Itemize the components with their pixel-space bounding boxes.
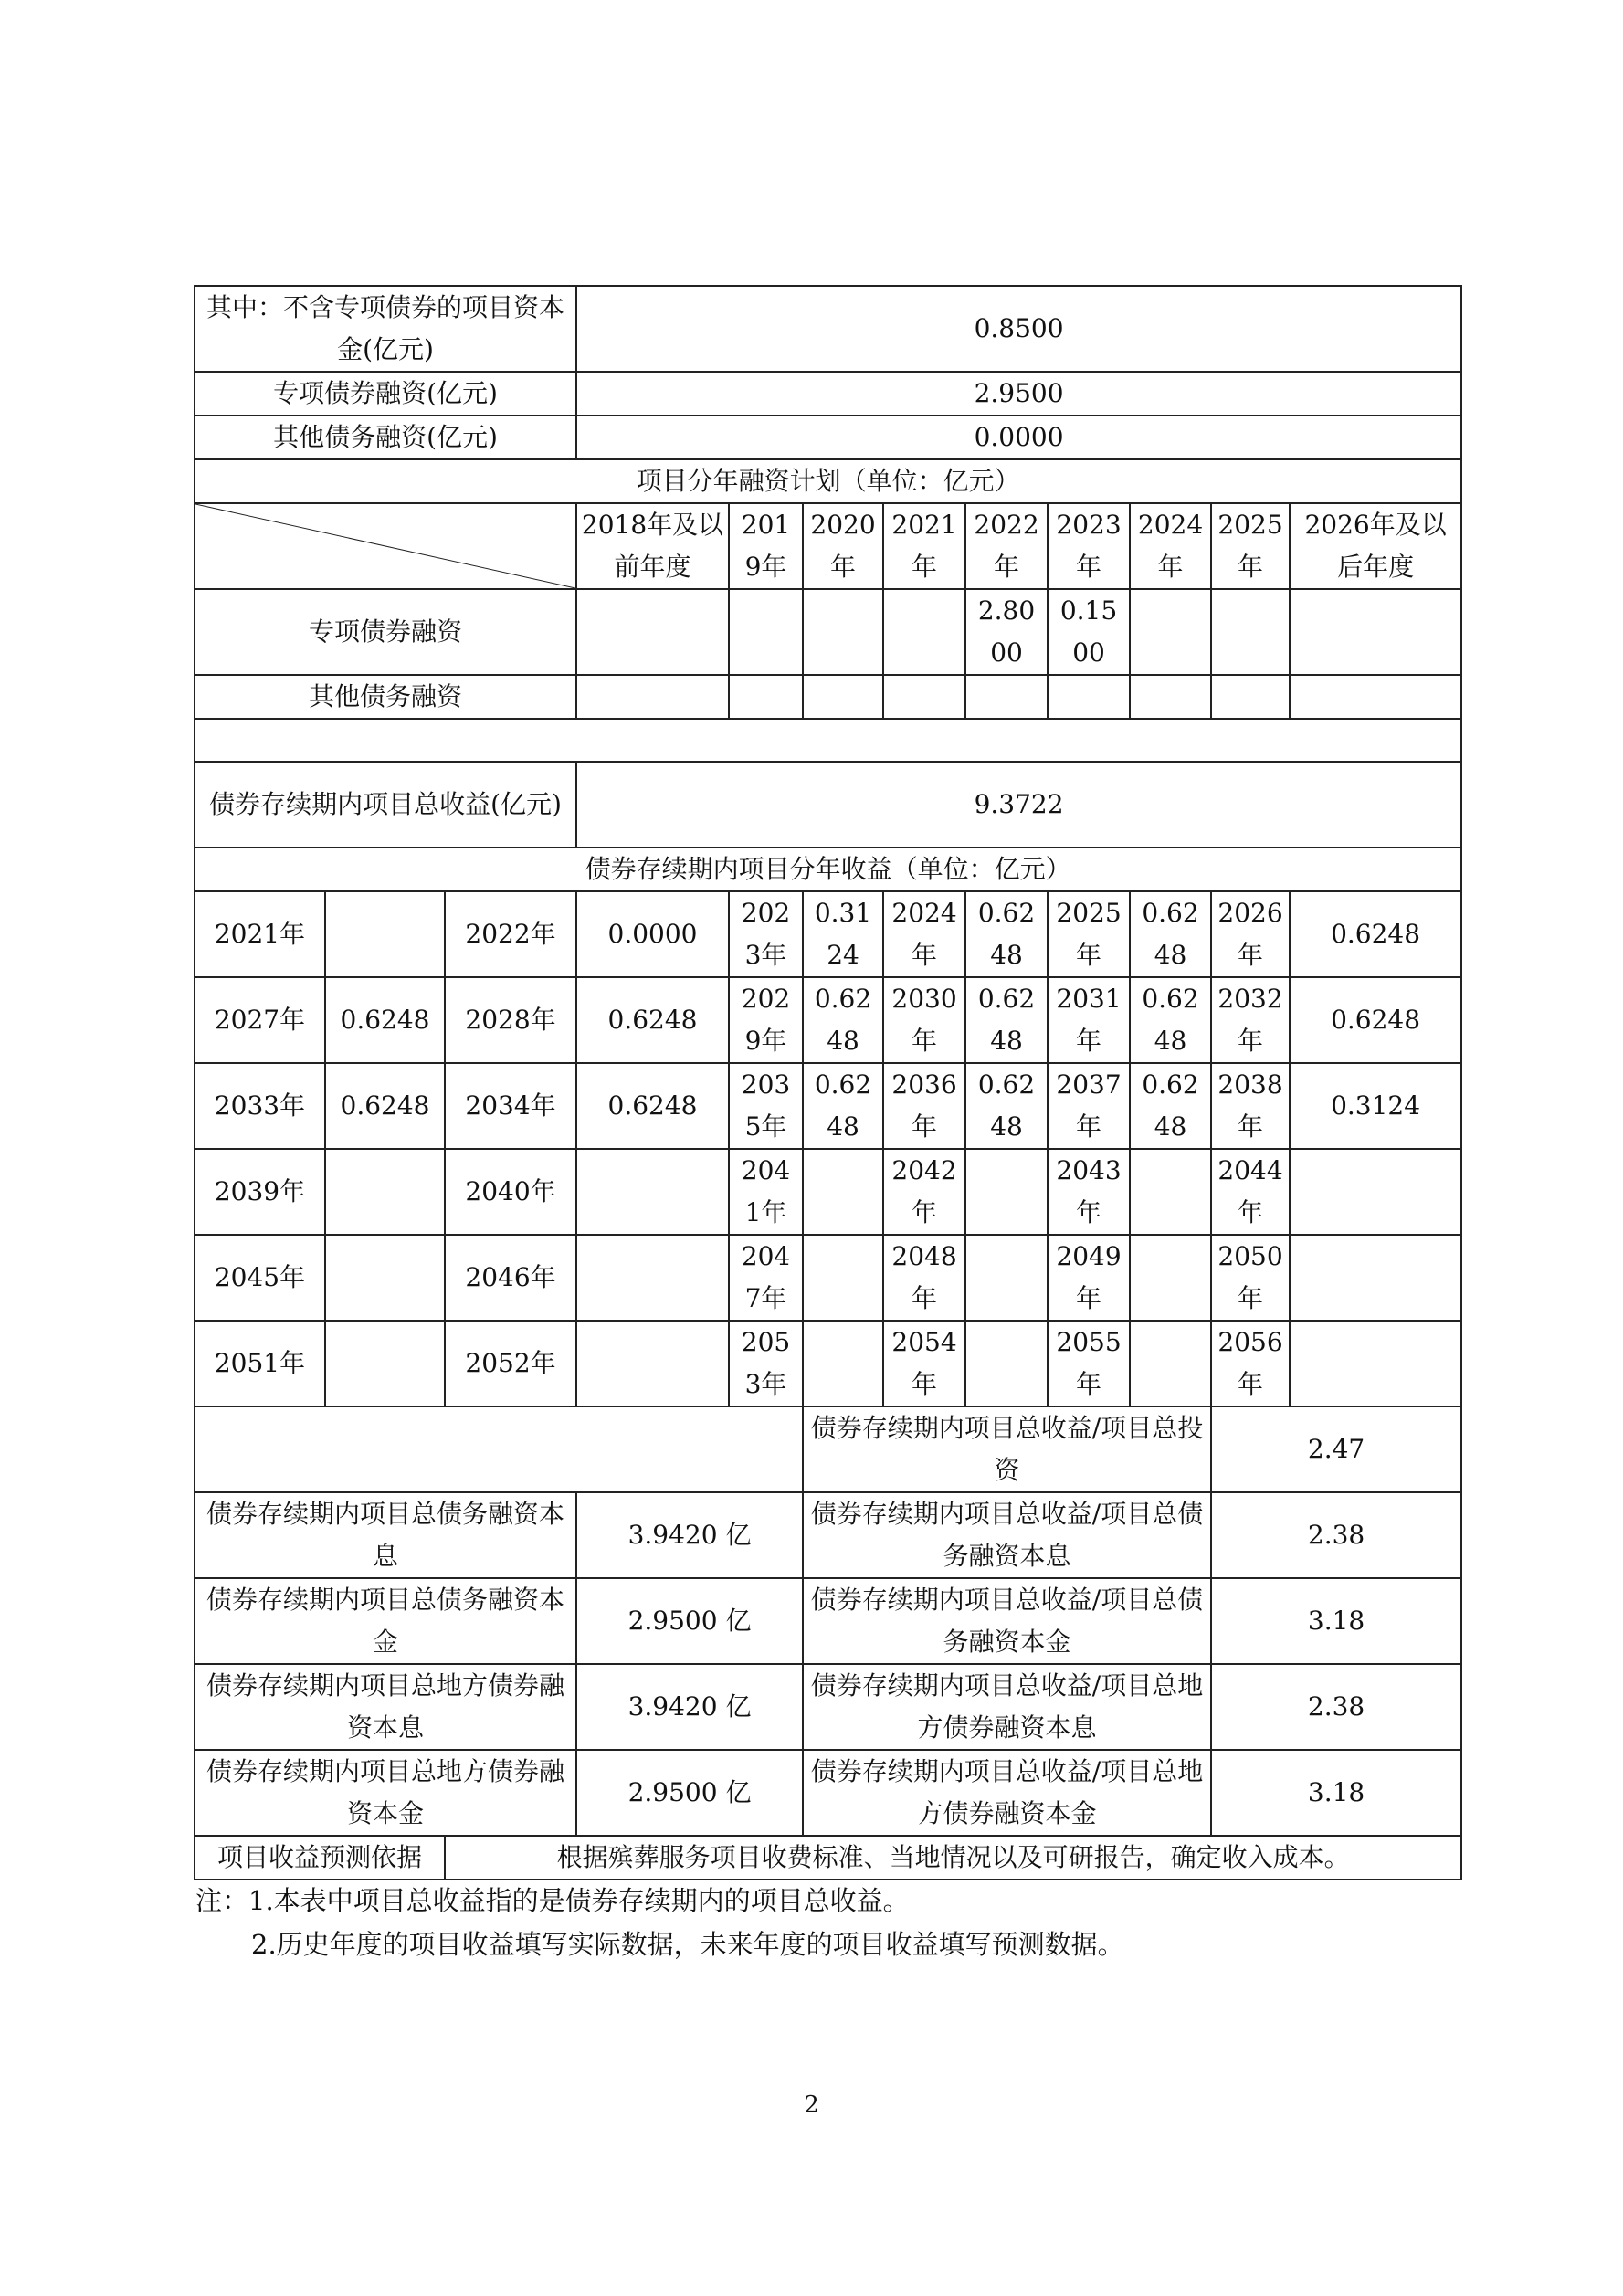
yearly-income-row bbox=[195, 891, 1461, 977]
income-year: 2041年 bbox=[729, 1149, 803, 1235]
income-year: 2048年 bbox=[883, 1235, 965, 1321]
income-value bbox=[576, 1149, 729, 1235]
diagonal-header-cell bbox=[195, 503, 576, 589]
debt-label: 债券存续期内项目总地方债券融资本金 bbox=[195, 1750, 576, 1836]
ratio-label: 债券存续期内项目总收益/项目总债务融资本金 bbox=[803, 1578, 1211, 1664]
income-year: 2030年 bbox=[883, 977, 965, 1063]
income-year: 2037年 bbox=[1048, 1063, 1130, 1149]
income-year: 2024年 bbox=[883, 891, 965, 977]
ratio-label: 债券存续期内项目总收益/项目总债务融资本息 bbox=[803, 1492, 1211, 1578]
ratio-value: 2.38 bbox=[1211, 1492, 1461, 1578]
ratio-label: 债券存续期内项目总收益/项目总地方债券融资本息 bbox=[803, 1664, 1211, 1750]
ratio-row bbox=[195, 1406, 1461, 1492]
plan-other-value bbox=[965, 675, 1048, 719]
debt-value: 2.9500 亿 bbox=[576, 1750, 803, 1836]
plan-special-value: 0.1500 bbox=[1048, 589, 1130, 675]
plan-other-debt-row bbox=[195, 675, 1461, 719]
plan-other-value bbox=[883, 675, 965, 719]
income-year: 2036年 bbox=[883, 1063, 965, 1149]
income-value bbox=[803, 1321, 883, 1406]
income-year: 2034年 bbox=[445, 1063, 576, 1149]
income-value bbox=[1290, 1235, 1461, 1321]
yearly-income-row bbox=[195, 977, 1461, 1063]
income-value: 0.6248 bbox=[803, 977, 883, 1063]
capital-value: 0.8500 bbox=[576, 286, 1461, 372]
plan-other-value bbox=[1211, 675, 1290, 719]
income-year: 2029年 bbox=[729, 977, 803, 1063]
debt-label: 债券存续期内项目总地方债券融资本息 bbox=[195, 1664, 576, 1750]
income-value bbox=[325, 1235, 445, 1321]
income-year: 2049年 bbox=[1048, 1235, 1130, 1321]
debt-label: 债券存续期内项目总债务融资本金 bbox=[195, 1578, 576, 1664]
income-value bbox=[965, 1149, 1048, 1235]
other-debt-label: 其他债务融资(亿元) bbox=[195, 416, 576, 459]
ratio-value: 3.18 bbox=[1211, 1578, 1461, 1664]
income-year: 2043年 bbox=[1048, 1149, 1130, 1235]
income-year: 2032年 bbox=[1211, 977, 1290, 1063]
note-line-2: 2.历史年度的项目收益填写实际数据，未来年度的项目收益填写预测数据。 bbox=[251, 1929, 1124, 1960]
income-year: 2038年 bbox=[1211, 1063, 1290, 1149]
income-year: 2056年 bbox=[1211, 1321, 1290, 1406]
capital-row bbox=[195, 286, 1461, 372]
income-year: 2042年 bbox=[883, 1149, 965, 1235]
ratio-row bbox=[195, 1664, 1461, 1750]
income-value bbox=[1290, 1149, 1461, 1235]
ratio-label: 债券存续期内项目总收益/项目总地方债券融资本金 bbox=[803, 1750, 1211, 1836]
income-year: 2045年 bbox=[195, 1235, 325, 1321]
income-year: 2055年 bbox=[1048, 1321, 1130, 1406]
plan-special-value bbox=[1211, 589, 1290, 675]
income-year: 2046年 bbox=[445, 1235, 576, 1321]
financing-plan-title: 项目分年融资计划（单位：亿元） bbox=[195, 459, 1461, 503]
income-year: 2026年 bbox=[1211, 891, 1290, 977]
plan-other-value bbox=[576, 675, 729, 719]
basis-label: 项目收益预测依据 bbox=[195, 1836, 445, 1880]
plan-other-value bbox=[1048, 675, 1130, 719]
income-value bbox=[1130, 1149, 1211, 1235]
income-year: 2025年 bbox=[1048, 891, 1130, 977]
plan-special-value bbox=[729, 589, 803, 675]
capital-label: 其中：不含专项债券的项目资本金(亿元) bbox=[195, 286, 576, 372]
plan-other-value bbox=[1130, 675, 1211, 719]
yearly-income-row bbox=[195, 1149, 1461, 1235]
plan-special-value bbox=[1130, 589, 1211, 675]
basis-value: 根据殡葬服务项目收费标准、当地情况以及可研报告，确定收入成本。 bbox=[445, 1836, 1461, 1880]
other-debt-value: 0.0000 bbox=[576, 416, 1461, 459]
plan-special-value bbox=[883, 589, 965, 675]
ratio-value: 2.47 bbox=[1211, 1406, 1461, 1492]
ratio-label: 债券存续期内项目总收益/项目总投资 bbox=[803, 1406, 1211, 1492]
income-year: 2023年 bbox=[729, 891, 803, 977]
income-year: 2040年 bbox=[445, 1149, 576, 1235]
project-income-table bbox=[194, 285, 1462, 1880]
yearly-income-row bbox=[195, 1063, 1461, 1149]
empty-cell bbox=[195, 1406, 803, 1492]
income-value bbox=[325, 1321, 445, 1406]
income-year: 2044年 bbox=[1211, 1149, 1290, 1235]
income-value: 0.6248 bbox=[1130, 977, 1211, 1063]
income-year: 2054年 bbox=[883, 1321, 965, 1406]
plan-special-bond-label: 专项债券融资 bbox=[195, 589, 576, 675]
plan-special-value bbox=[576, 589, 729, 675]
total-income-row bbox=[195, 762, 1461, 848]
other-debt-row bbox=[195, 416, 1461, 459]
debt-value: 3.9420 亿 bbox=[576, 1664, 803, 1750]
income-value: 0.6248 bbox=[965, 1063, 1048, 1149]
plan-other-value bbox=[1290, 675, 1461, 719]
diagonal-line bbox=[195, 504, 575, 588]
income-value: 0.3124 bbox=[803, 891, 883, 977]
income-year: 2021年 bbox=[195, 891, 325, 977]
financing-plan-title-row bbox=[195, 459, 1461, 503]
income-year: 2039年 bbox=[195, 1149, 325, 1235]
basis-row bbox=[195, 1836, 1461, 1880]
plan-special-value bbox=[1290, 589, 1461, 675]
income-year: 2022年 bbox=[445, 891, 576, 977]
income-value bbox=[576, 1321, 729, 1406]
income-value: 0.6248 bbox=[1290, 891, 1461, 977]
spacer-row bbox=[195, 719, 1461, 762]
plan-year: 2026年及以后年度 bbox=[1290, 503, 1461, 589]
income-year: 2053年 bbox=[729, 1321, 803, 1406]
plan-other-debt-label: 其他债务融资 bbox=[195, 675, 576, 719]
income-year: 2033年 bbox=[195, 1063, 325, 1149]
debt-value: 2.9500 亿 bbox=[576, 1578, 803, 1664]
ratio-row bbox=[195, 1492, 1461, 1578]
income-value bbox=[1130, 1321, 1211, 1406]
plan-special-value: 2.8000 bbox=[965, 589, 1048, 675]
plan-year: 2020年 bbox=[803, 503, 883, 589]
income-value bbox=[965, 1235, 1048, 1321]
special-bond-row bbox=[195, 372, 1461, 416]
ratio-row bbox=[195, 1750, 1461, 1836]
plan-year: 2019年 bbox=[729, 503, 803, 589]
income-value: 0.6248 bbox=[965, 977, 1048, 1063]
debt-value: 3.9420 亿 bbox=[576, 1492, 803, 1578]
income-value: 0.6248 bbox=[1130, 1063, 1211, 1149]
special-bond-value: 2.9500 bbox=[576, 372, 1461, 416]
ratio-value: 3.18 bbox=[1211, 1750, 1461, 1836]
income-value bbox=[803, 1149, 883, 1235]
plan-other-value bbox=[729, 675, 803, 719]
plan-special-bond-row bbox=[195, 589, 1461, 675]
plan-year: 2021年 bbox=[883, 503, 965, 589]
yearly-income-title-row bbox=[195, 848, 1461, 891]
income-value: 0.6248 bbox=[325, 977, 445, 1063]
income-year: 2031年 bbox=[1048, 977, 1130, 1063]
page-number: 2 bbox=[804, 2091, 819, 2119]
income-value bbox=[325, 891, 445, 977]
plan-special-value bbox=[803, 589, 883, 675]
income-value: 0.6248 bbox=[803, 1063, 883, 1149]
income-value: 0.6248 bbox=[576, 1063, 729, 1149]
financing-plan-year-row bbox=[195, 503, 1461, 589]
income-value: 0.6248 bbox=[965, 891, 1048, 977]
total-income-value: 9.3722 bbox=[576, 762, 1461, 848]
income-year: 2027年 bbox=[195, 977, 325, 1063]
income-value: 0.6248 bbox=[1290, 977, 1461, 1063]
yearly-income-row bbox=[195, 1235, 1461, 1321]
income-value bbox=[325, 1149, 445, 1235]
ratio-row bbox=[195, 1578, 1461, 1664]
total-income-label: 债券存续期内项目总收益(亿元) bbox=[195, 762, 576, 848]
plan-year: 2025年 bbox=[1211, 503, 1290, 589]
income-value: 0.6248 bbox=[325, 1063, 445, 1149]
income-value: 0.0000 bbox=[576, 891, 729, 977]
income-year: 2035年 bbox=[729, 1063, 803, 1149]
plan-year: 2022年 bbox=[965, 503, 1048, 589]
income-value bbox=[965, 1321, 1048, 1406]
note-line-1: 注：1.本表中项目总收益指的是债券存续期内的项目总收益。 bbox=[195, 1885, 910, 1916]
income-value: 0.3124 bbox=[1290, 1063, 1461, 1149]
plan-other-value bbox=[803, 675, 883, 719]
plan-year: 2024年 bbox=[1130, 503, 1211, 589]
plan-year: 2023年 bbox=[1048, 503, 1130, 589]
income-year: 2051年 bbox=[195, 1321, 325, 1406]
income-value bbox=[1290, 1321, 1461, 1406]
income-year: 2050年 bbox=[1211, 1235, 1290, 1321]
income-year: 2047年 bbox=[729, 1235, 803, 1321]
income-value: 0.6248 bbox=[576, 977, 729, 1063]
income-value bbox=[1130, 1235, 1211, 1321]
debt-label: 债券存续期内项目总债务融资本息 bbox=[195, 1492, 576, 1578]
spacer-cell bbox=[195, 719, 1461, 762]
income-year: 2052年 bbox=[445, 1321, 576, 1406]
income-value bbox=[803, 1235, 883, 1321]
yearly-income-row bbox=[195, 1321, 1461, 1406]
special-bond-label: 专项债券融资(亿元) bbox=[195, 372, 576, 416]
ratio-value: 2.38 bbox=[1211, 1664, 1461, 1750]
yearly-income-title: 债券存续期内项目分年收益（单位：亿元） bbox=[195, 848, 1461, 891]
income-value: 0.6248 bbox=[1130, 891, 1211, 977]
income-year: 2028年 bbox=[445, 977, 576, 1063]
plan-year: 2018年及以前年度 bbox=[576, 503, 729, 589]
income-value bbox=[576, 1235, 729, 1321]
